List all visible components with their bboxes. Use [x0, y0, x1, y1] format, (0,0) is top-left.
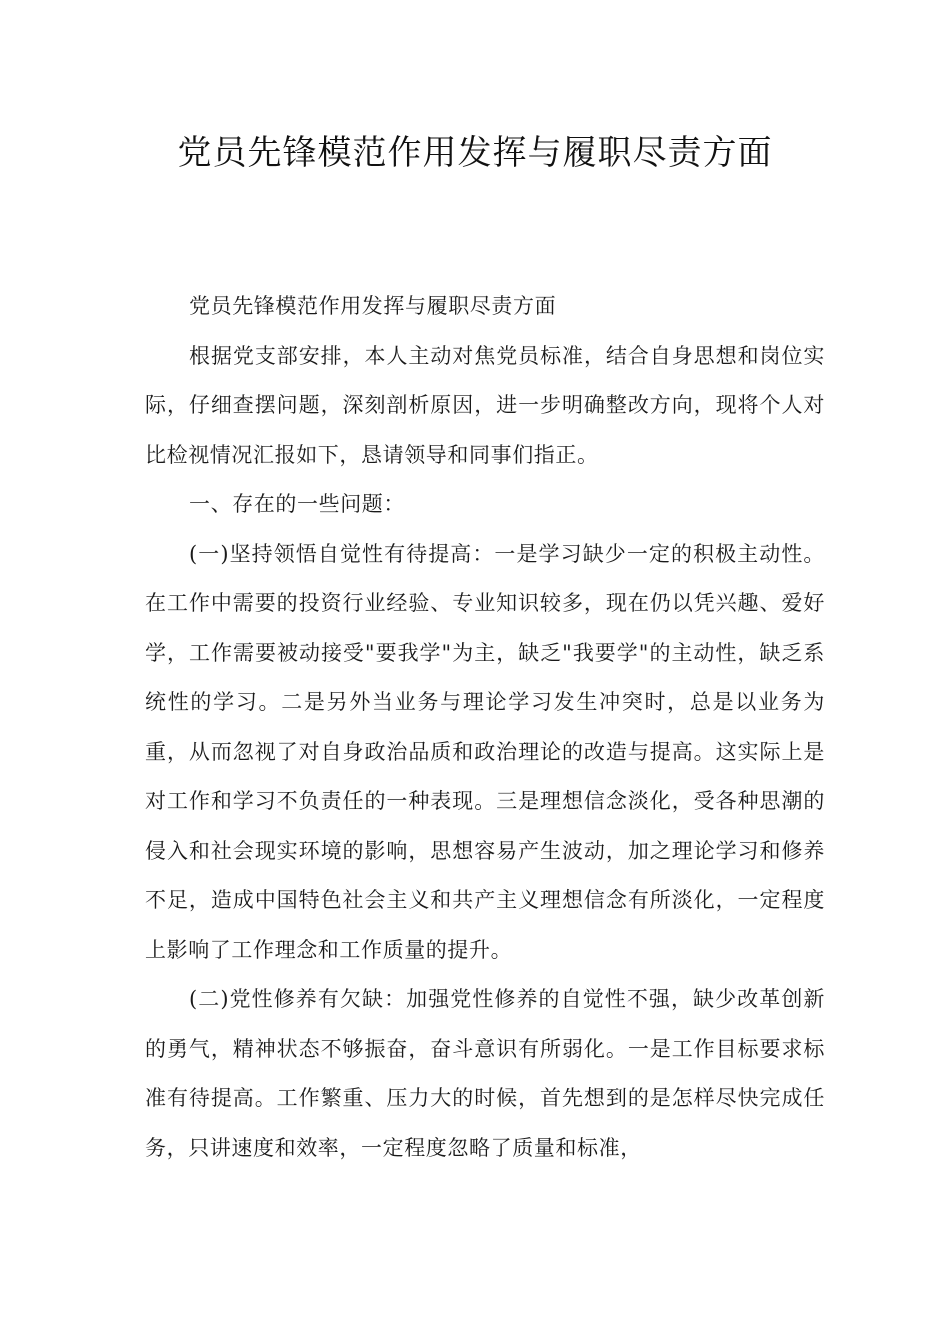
- paragraph-item-1: (一)坚持领悟自觉性有待提高：一是学习缺少一定的积极主动性。在工作中需要的投资行业经验、专业知识较多，现在仍以凭兴趣、爱好学，工作需要被动接受"要我学"为主，缺乏"我要学"的主动性，缺乏系统性的学习。二是另外当业务与理论学习发生冲突时，总是以业务为重，从而忽视了对自身政治品质和政治理论的改造与提高。这实际上是对工作和学习不负责任的一种表现。三是理想信念淡化，受各种思潮的侵入和社会现实环境的影响，思想容易产生波动，加之理论学习和修养不足，造成中国特色社会主义和共产主义理想信念有所淡化，一定程度上影响了工作理念和工作质量的提升。: [145, 541, 825, 962]
- document-body: [145, 282, 825, 1173]
- paragraph-item-2: (二)党性修养有欠缺：加强党性修养的自觉性不强，缺少改革创新的勇气，精神状态不够振奋，奋斗意识有所弱化。一是工作目标要求标准有待提高。工作繁重、压力大的时候，首先想到的是怎样尽快完成任务，只讲速度和效率，一定程度忽略了质量和标准，: [145, 987, 825, 1160]
- document-title: 党员先锋模范作用发挥与履职尽责方面: [177, 133, 773, 173]
- section-heading-problems: 一、存在的一些问题：: [189, 492, 405, 516]
- paragraph-subtitle: 党员先锋模范作用发挥与履职尽责方面: [189, 294, 557, 318]
- paragraph-intro: 根据党支部安排，本人主动对焦党员标准，结合自身思想和岗位实际，仔细查摆问题，深刻剖析原因，进一步明确整改方向，现将个人对比检视情况汇报如下，恳请领导和同事们指正。: [145, 343, 825, 467]
